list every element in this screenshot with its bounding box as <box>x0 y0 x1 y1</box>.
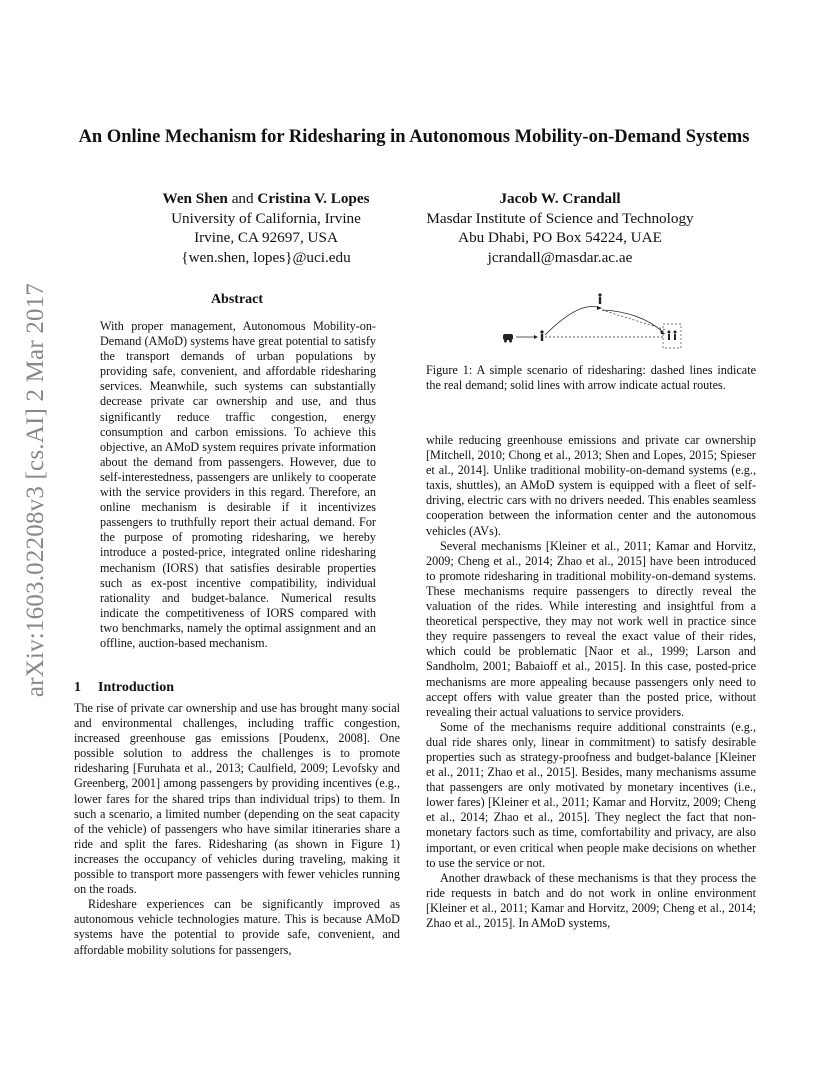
author-block-right <box>400 189 720 267</box>
section-number: 1 <box>74 680 81 695</box>
ridesharing-diagram <box>500 290 690 356</box>
abstract-paragraph: With proper management, Autonomous Mobility-on-Demand (AMoD) systems have great potential to satisfy the transport demands of urban populations by providing safe, convenient, and affordable ridesharing services. Meanwhile, such systems can substantially decrease private car ownership and use, and thus significantly reduce traffic congestion, energy consumption and carbon emissions. To achieve this objective, an AMoD system requires private information about the demand from passengers. However, due to self-interestedness, passengers are unlikely to cooperate with the service providers in this regard. Therefore, an online mechanism is desirable if it incentivizes passengers to truthfully report their actual demand. For the purpose of promoting ridesharing, we hereby introduce a posted-price, integrated online ridesharing mechanism (IORS) that satisfies desirable properties such as ex-post incentive compatibility, individual rationality and budget-balance. Numerical results indicate the competitiveness of IORS compared with two benchmarks, namely the optimal assignment and an offline, auction-based mechanism. <box>100 319 376 650</box>
paper-title: An Online Mechanism for Ridesharing in Autonomous Mobility-on-Demand Systems <box>78 127 750 147</box>
right-paragraph-4: Another drawback of these mechanisms is that they process the ride requests in batch and do not work in online environment [Kleiner et al., 2011; Kamar and Horvitz, 2009; Cheng et al., 2014; Zhao et al., 2015]. In AMoD systems, <box>426 870 756 930</box>
passenger-icon-1 <box>540 330 543 341</box>
author-block-left <box>126 189 406 267</box>
author-name-2: Cristina V. Lopes <box>257 190 370 207</box>
arrowhead-2 <box>597 306 602 310</box>
author-email-left: {wen.shen, lopes}@uci.edu <box>181 248 351 266</box>
right-column-body <box>426 433 756 931</box>
arxiv-identifier: arXiv:1603.02208v3 [cs.AI] 2 Mar 2017 <box>22 282 49 698</box>
author-name-1: Wen Shen <box>162 190 228 207</box>
author-address-left: Irvine, CA 92697, USA <box>194 229 338 246</box>
left-column-body <box>74 701 400 958</box>
right-paragraph-3: Some of the mechanisms require additional constraints (e.g., dual ride shares only, linear in commitment) to satisfy desirable properties such as strategy-proofness and budget-balance [Kleiner et al., 2011; Zhao et al., 2015]. Besides, many mechanisms assume that passengers are only motivated by monetary incentives (i.e., lower fares) [Kleiner et al., 2011; Kamar and Horvitz, 2009; Cheng et al., 2014; Zhao et al., 2015]. They neglect the fact that non-monetary factors such as time, comfortability and privacy, are also important, or even critical when people make decisions on whether to use the service or not. <box>426 719 756 870</box>
section-heading-introduction <box>74 680 174 696</box>
intro-paragraph-2: Rideshare experiences can be significantly improved as autonomous vehicle technologies mature. This is because AMoD systems have the potential to provide safe, convenient, and affordable mobility solutions for passengers, <box>74 897 400 957</box>
abstract-heading: Abstract <box>210 292 264 307</box>
arrowhead-1 <box>534 335 538 339</box>
right-paragraph-1: while reducing greenhouse emissions and private car ownership [Mitchell, 2010; Chong et al., 2013; Shen and Lopes, 2015; Spieser et al., 2014]. Unlike traditional mobility-on-demand systems (e.g., taxis, shuttles), an AMoD system is equipped with a fleet of self-driving, electric cars with no drivers needed. This enables seamless cooperation between the information center and the autonomous vehicles (AVs). <box>426 433 756 538</box>
arxiv-sidebar <box>22 282 50 698</box>
section-title: Introduction <box>98 680 174 695</box>
author-address-right: Abu Dhabi, PO Box 54224, UAE <box>458 229 662 246</box>
passenger-icon-2 <box>598 293 601 304</box>
author-affiliation-left: University of California, Irvine <box>171 209 361 227</box>
demand-dashed-line-2 <box>602 310 666 330</box>
destination-passengers-icon <box>668 331 677 341</box>
route-arc-2 <box>603 310 663 332</box>
author-email-right: jcrandall@masdar.ac.ae <box>487 248 633 266</box>
author-affiliation-right: Masdar Institute of Science and Technology <box>426 209 694 227</box>
destination-box <box>663 324 681 348</box>
author-and: and <box>231 190 254 207</box>
route-arc <box>545 307 600 335</box>
car-icon <box>503 334 513 343</box>
author-name-3: Jacob W. Crandall <box>499 190 621 207</box>
figure-1-caption: Figure 1: A simple scenario of ridesharing: dashed lines indicate the real demand; solid lines with arrow indicate actual routes. <box>426 363 756 393</box>
figure-1-diagram <box>500 290 690 356</box>
abstract-text <box>100 319 376 651</box>
intro-paragraph-1: The rise of private car ownership and use has brought many social and environmental challenges, including traffic congestion, increased greenhouse gas emissions [Poudenx, 2008]. One possible solution to address the challenges is to promote ridesharing [Furuhata et al., 2013; Caulfield, 2009; Levofsky and Greenberg, 2001] among passengers by providing incentives (e.g., lower fares for the shared trips than individual trips) to them. In such a scenario, a limited number (depending on the seat capacity of the vehicle) of passengers who have similar itineraries share a ride and split the fares. Ridesharing (as shown in Figure 1) increases the occupancy of vehicles during traveling, making it possible to transport more passengers with fewer vehicles running on the roads. <box>74 701 400 897</box>
right-paragraph-2: Several mechanisms [Kleiner et al., 2011; Kamar and Horvitz, 2009; Cheng et al., 2014; Zhao et al., 2015] have been introduced to promote ridesharing in traditional mobility-on-demand systems. These mechanisms require passengers to directly reveal the valuation of the rides. While interesting and insightful from a theoretical perspective, they may not work well in practice since they require passengers to reveal the exact value of their rides, which could be problematic [Naor et al., 1999; Larson and Sandholm, 2001; Babaioff et al., 2015]. In this case, posted-price mechanisms are more appealing because passengers only need to accept offers with value greater than the posted price, without revealing their actual valuations to service providers. <box>426 538 756 719</box>
